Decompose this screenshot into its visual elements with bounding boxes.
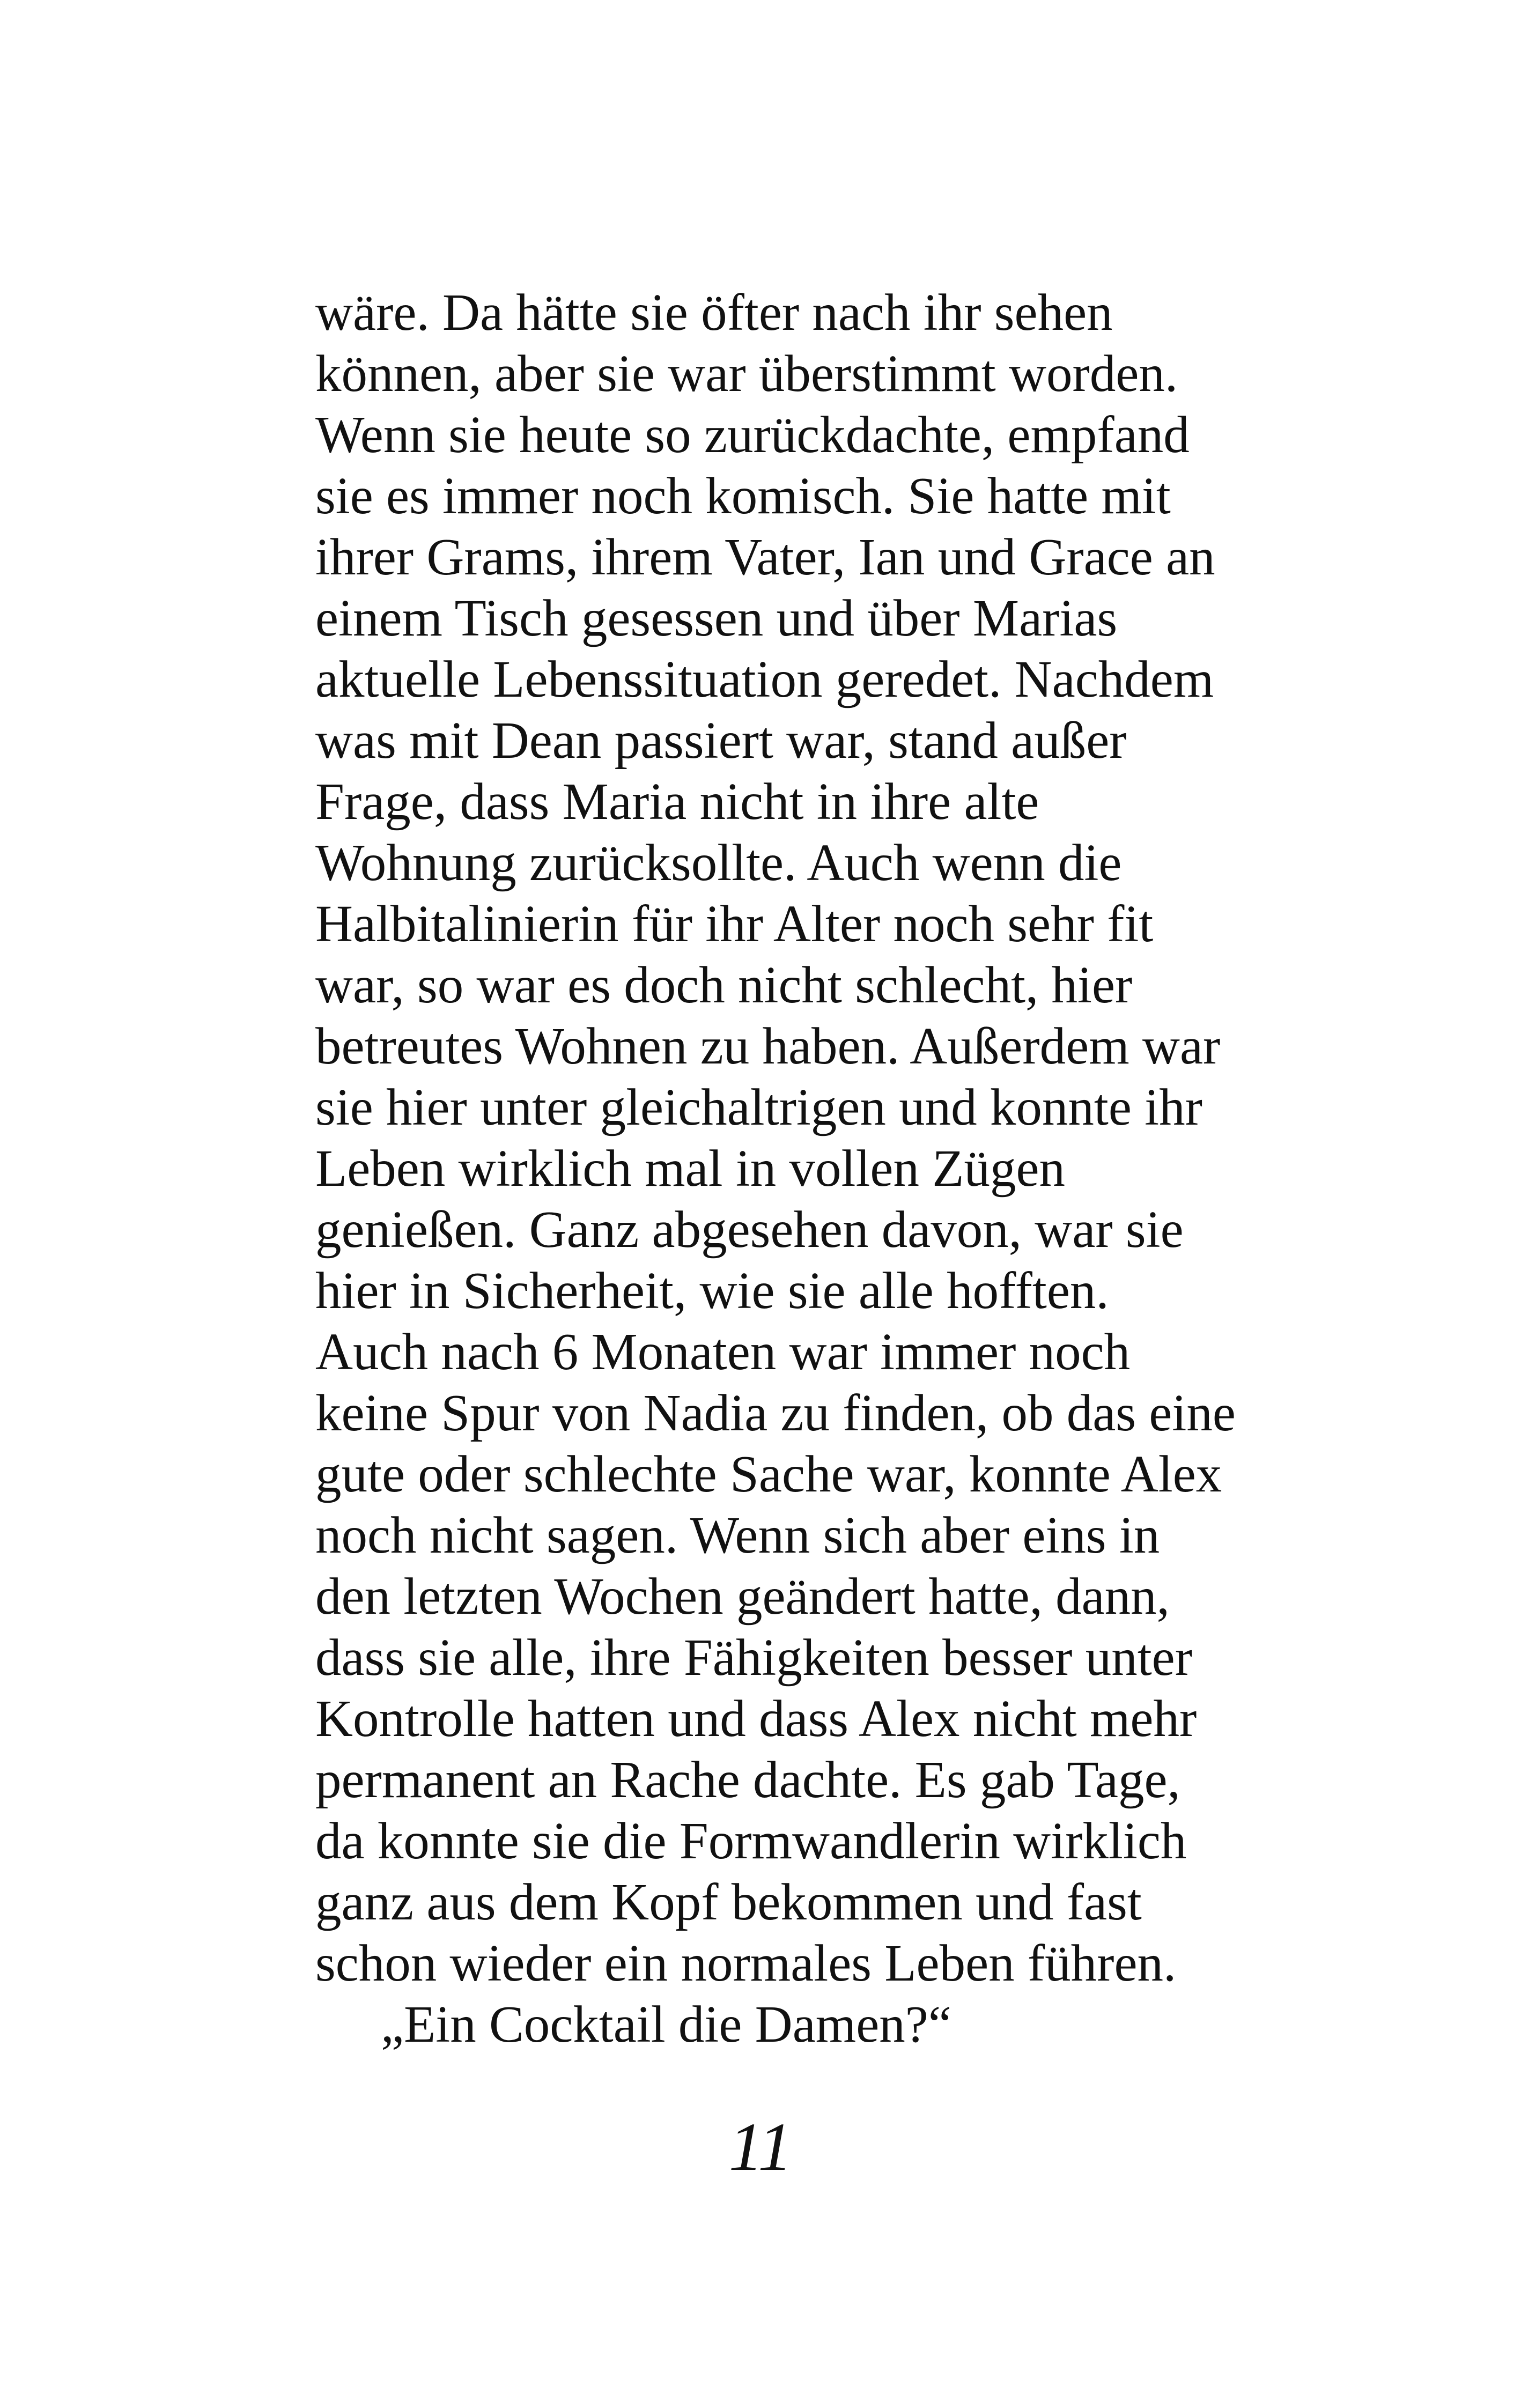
text-line: schon wieder ein normales Leben führen. xyxy=(315,1934,1177,1992)
text-line: keine Spur von Nadia zu finden, ob das eine xyxy=(315,1384,1236,1442)
text-line: da konnte sie die Formwandlerin wirklich xyxy=(315,1812,1187,1870)
text-line: Auch nach 6 Monaten war immer noch xyxy=(315,1323,1131,1380)
text-line: Halbitalinierin für ihr Alter noch sehr fit xyxy=(315,895,1154,952)
text-line: Frage, dass Maria nicht in ihre alte xyxy=(315,773,1039,830)
text-line: ganz aus dem Kopf bekommen und fast xyxy=(315,1873,1142,1931)
text-line: Kontrolle hatten und dass Alex nicht mehr xyxy=(315,1690,1197,1747)
body-text xyxy=(315,282,1334,2055)
text-line: können, aber sie war überstimmt worden. xyxy=(315,345,1178,402)
dialogue-line: „Ein Cocktail die Damen?“ xyxy=(381,1996,951,2053)
text-line: war, so war es doch nicht schlecht, hier xyxy=(315,956,1133,1014)
text-line: Wohnung zurücksollte. Auch wenn die xyxy=(315,834,1122,891)
text-line: wäre. Da hätte sie öfter nach ihr sehen xyxy=(315,284,1113,341)
text-line: ihrer Grams, ihrem Vater, Ian und Grace an xyxy=(315,528,1215,586)
text-line: hier in Sicherheit, wie sie alle hofften. xyxy=(315,1262,1109,1319)
text-line: noch nicht sagen. Wenn sich aber eins in xyxy=(315,1506,1160,1564)
text-line: einem Tisch gesessen und über Marias xyxy=(315,589,1118,647)
text-line: den letzten Wochen geändert hatte, dann, xyxy=(315,1568,1170,1625)
text-line: gute oder schlechte Sache war, konnte Alex xyxy=(315,1445,1222,1503)
text-line: dass sie alle, ihre Fähigkeiten besser unter xyxy=(315,1629,1193,1686)
text-line: sie hier unter gleichaltrigen und konnte ihr xyxy=(315,1079,1202,1136)
text-line: betreutes Wohnen zu haben. Außerdem war xyxy=(315,1017,1221,1075)
text-line: sie es immer noch komisch. Sie hatte mit xyxy=(315,467,1171,525)
text-line: aktuelle Lebenssituation geredet. Nachdem xyxy=(315,651,1214,708)
page-number: 11 xyxy=(728,2109,793,2185)
text-line: Wenn sie heute so zurückdachte, empfand xyxy=(315,406,1190,463)
text-line: was mit Dean passiert war, stand außer xyxy=(315,712,1127,769)
text-line: Leben wirklich mal in vollen Zügen xyxy=(315,1140,1066,1197)
text-line: genießen. Ganz abgesehen davon, war sie xyxy=(315,1201,1184,1258)
text-line: permanent an Rache dachte. Es gab Tage, xyxy=(315,1751,1180,1808)
